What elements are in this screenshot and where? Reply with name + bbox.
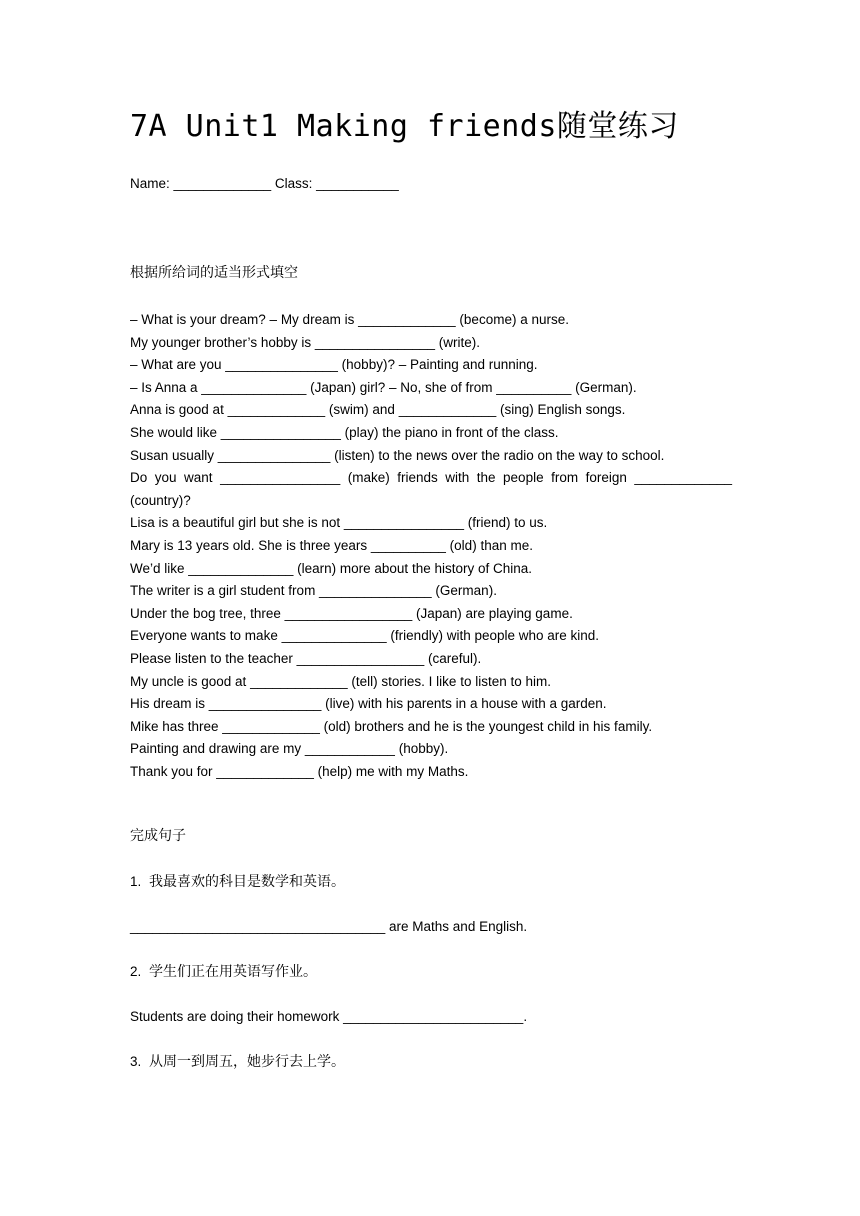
fill-in-item: Painting and drawing are my ____________ (hobby). [130, 741, 449, 757]
fill-in-item: Do you want ________________ (make) friends with the people from foreign _____________ (country)? [130, 470, 732, 508]
section-heading-complete-sentences: 完成句子 [130, 828, 186, 844]
fill-in-item: We’d like ______________ (learn) more about the history of China. [130, 560, 533, 576]
question-english-line: __________________________________ are Maths and English. [130, 919, 528, 934]
question-chinese-line [130, 962, 732, 982]
fill-in-item: The writer is a girl student from _______________ (German). [130, 583, 497, 599]
fill-in-item: Please listen to the teacher _________________ (careful). [130, 650, 482, 666]
fill-in-item: Mary is 13 years old. She is three years __________ (old) than me. [130, 537, 533, 553]
worksheet-page [130, 0, 732, 1216]
sentence-question-3 [130, 1052, 732, 1072]
fill-in-item: Thank you for _____________ (help) me with my Maths. [130, 763, 469, 779]
worksheet-title: 7A Unit1 Making friends随堂练习 [130, 109, 679, 144]
question-chinese-text: 我最喜欢的科目是数学和英语。 [149, 874, 345, 890]
fill-in-item: She would like ________________ (play) the piano in front of the class. [130, 424, 559, 440]
name-class-line: Name: _____________ Class: ___________ [130, 176, 399, 191]
fill-in-item: Anna is good at _____________ (swim) and _____________ (sing) English songs. [130, 402, 626, 418]
question-chinese-text: 学生们正在用英语写作业。 [149, 964, 317, 980]
fill-in-item: – What is your dream? – My dream is _____________ (become) a nurse. [130, 312, 569, 327]
fill-in-item: His dream is _______________ (live) with his parents in a house with a garden. [130, 696, 607, 712]
question-number: 2. [130, 964, 142, 979]
fill-in-item: Susan usually _______________ (listen) to the news over the radio on the way to school. [130, 447, 665, 463]
fill-in-item: Mike has three _____________ (old) brothers and he is the youngest child in his family. [130, 718, 653, 734]
section-heading-fill-in: 根据所给词的适当形式填空 [130, 265, 298, 281]
fill-in-item: Lisa is a beautiful girl but she is not ________________ (friend) to us. [130, 515, 548, 531]
question-chinese-text: 从周一到周五，她步行去上学。 [149, 1054, 345, 1070]
sentence-question-1 [130, 872, 732, 937]
question-chinese-line [130, 872, 732, 892]
question-number: 1. [130, 874, 142, 889]
question-number: 3. [130, 1054, 142, 1069]
fill-in-item: Everyone wants to make ______________ (friendly) with people who are kind. [130, 628, 600, 644]
sentence-question-2 [130, 962, 732, 1027]
question-chinese-line [130, 1052, 732, 1072]
fill-in-item: – Is Anna a ______________ (Japan) girl? – No, she of from __________ (German). [130, 379, 637, 395]
question-english-line: Students are doing their homework ________________________. [130, 1009, 528, 1024]
fill-in-list [130, 309, 732, 783]
fill-in-item: My younger brother’s hobby is ________________ (write). [130, 334, 480, 350]
fill-in-item: Under the bog tree, three _________________ (Japan) are playing game. [130, 605, 573, 621]
fill-in-item: My uncle is good at _____________ (tell) stories. I like to listen to him. [130, 673, 551, 689]
fill-in-item: – What are you _______________ (hobby)? – Painting and running. [130, 357, 538, 373]
